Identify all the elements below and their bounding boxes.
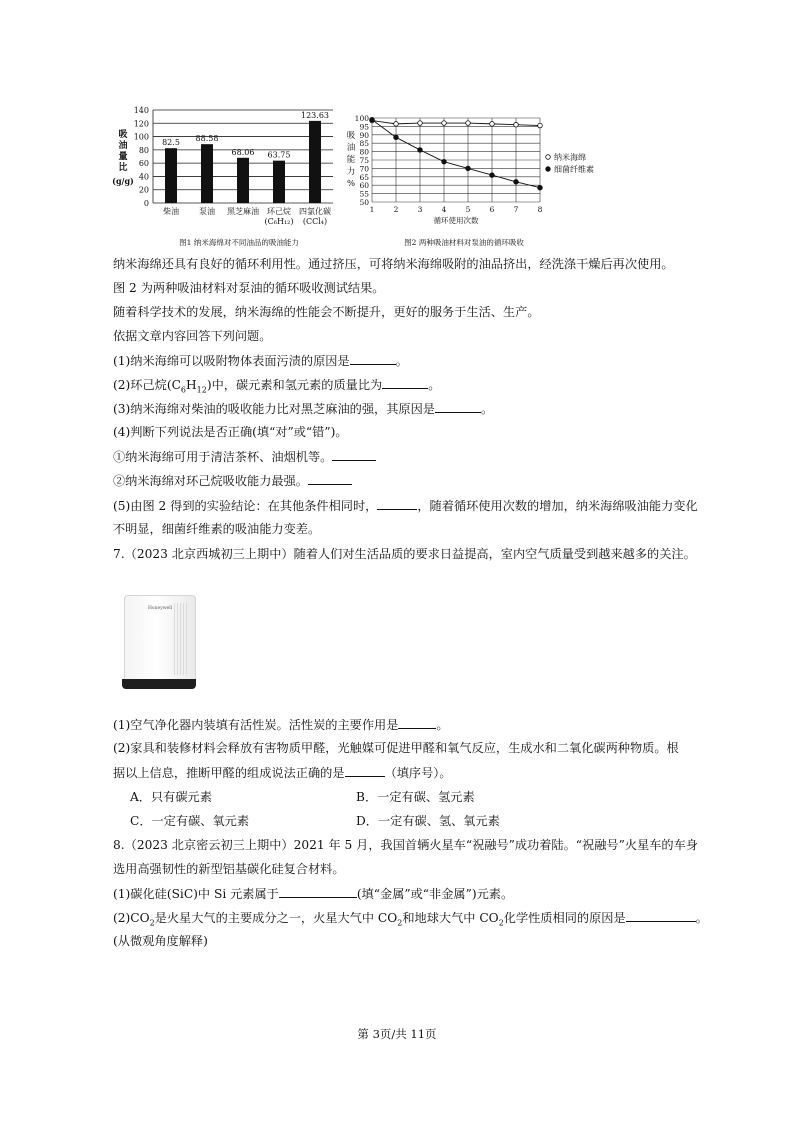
chart-title: 图1 纳米海绵对不同油品的吸油能力 — [179, 238, 299, 247]
question-6-3: (3)纳米海绵对柴油的吸收能力比对黑芝麻油的强，其原因是 。 — [113, 402, 494, 416]
y-tick-label: 100 — [133, 132, 149, 142]
data-point — [418, 148, 423, 153]
x-tick-label: 8 — [537, 205, 543, 214]
bar — [237, 158, 249, 203]
x-tick-label: 泵油 — [199, 207, 215, 216]
x-tick-label: 4 — [441, 205, 447, 214]
question-8-stem-cont: 选用高强韧性的新型铝基碳化硅复合材料。 — [113, 862, 345, 876]
series-line — [372, 120, 540, 188]
data-point — [514, 122, 519, 127]
question-6-4-1: ①纳米海绵可用于清洁茶杯、油烟机等。 — [113, 448, 376, 465]
answer-blank[interactable] — [377, 497, 417, 510]
y-axis-label: 吸 — [346, 131, 356, 141]
x-tick-label: 5 — [465, 205, 471, 214]
data-point — [538, 123, 543, 128]
x-tick-label: 环己烷 — [267, 207, 291, 216]
chart-title: 图2 两种吸油材料对泵油的循环吸收 — [404, 238, 524, 247]
y-tick-label: 80 — [359, 147, 369, 157]
paragraph-instruction: 依据文章内容回答下列问题。 — [113, 329, 272, 343]
paragraph-figure2: 图 2 为两种吸油材料对泵油的循环吸收测试结果。 — [113, 281, 385, 295]
air-purifier-image — [120, 595, 198, 691]
y-tick-label: 90 — [359, 130, 369, 140]
answer-blank[interactable] — [308, 472, 352, 485]
data-point — [466, 121, 471, 126]
data-point — [394, 122, 399, 127]
x-tick-label: 四氯化碳 — [299, 207, 331, 216]
y-tick-label: 60 — [359, 181, 369, 191]
x-tick-label: (C₆H₁₂) — [264, 217, 294, 226]
y-tick-label: 80 — [138, 145, 149, 155]
y-axis-label: % — [346, 179, 356, 189]
question-6-4: (4)判断下列说法是否正确(填“对”或“错”)。 — [113, 425, 348, 439]
data-point — [370, 117, 375, 122]
y-axis-unit: (g/g) — [112, 176, 134, 186]
y-axis-label: 吸 — [118, 130, 128, 140]
option-a[interactable]: A．只有碳元素 — [130, 790, 212, 804]
x-tick-label: 1 — [369, 205, 375, 214]
y-tick-label: 55 — [359, 189, 369, 199]
y-tick-label: 70 — [359, 164, 369, 174]
question-6-4-2: ②纳米海绵对环己烷吸收能力最强。 — [113, 472, 352, 489]
question-7-2: (2)家具和装修材料会释放有害物质甲醛，光触媒可促进甲醛和氧气反应，生成水和二氧化碳两种物质。根 — [113, 741, 679, 755]
x-tick-label: 黑芝麻油 — [227, 207, 259, 216]
option-b[interactable]: B．一定有碳、氢元素 — [356, 790, 475, 804]
question-6-5-cont: 不明显，细菌纤维素的吸油能力变差。 — [113, 522, 321, 536]
bar — [273, 161, 285, 203]
data-point — [490, 122, 495, 127]
y-tick-label: 95 — [359, 122, 369, 132]
x-tick-label: 3 — [417, 205, 423, 214]
y-axis-label: 能 — [346, 155, 356, 165]
answer-blank[interactable] — [350, 352, 396, 365]
paragraph-development: 随着科学技术的发展，纳米海绵的性能会不断提升，更好的服务于生活、生产。 — [113, 305, 540, 319]
option-d[interactable]: D．一定有碳、氢、氧元素 — [356, 814, 500, 828]
data-point — [466, 166, 471, 171]
data-point — [490, 173, 495, 178]
y-axis-label: 油 — [118, 141, 128, 151]
answer-blank[interactable] — [435, 400, 481, 413]
y-tick-label: 60 — [138, 159, 149, 169]
data-point — [442, 121, 447, 126]
bar-value-label: 68.06 — [231, 147, 255, 157]
bar — [165, 148, 177, 203]
x-tick-label: 7 — [513, 205, 519, 214]
bar-value-label: 63.75 — [267, 150, 291, 160]
question-7-stem: 7.（2023 北京西城初三上期中）随着人们对生活品质的要求日益提高，室内空气质量受到越来越多的关注。 — [113, 547, 696, 561]
bar-value-label: 88.58 — [195, 134, 219, 144]
answer-blank[interactable] — [398, 716, 436, 729]
data-point — [418, 121, 423, 126]
answer-blank[interactable] — [332, 448, 376, 461]
y-tick-label: 140 — [133, 106, 149, 115]
question-8-2: $(2)CO_2$是火星大气的主要成分之一，火星大气中 $CO_2$和地球大气中 $CO_2$化学性质相同的原因是 。 — [113, 911, 708, 928]
answer-blank[interactable] — [382, 376, 428, 389]
data-point — [442, 159, 447, 164]
y-axis-label: 比 — [118, 163, 128, 173]
y-axis-label: 油 — [346, 143, 356, 153]
y-tick-label: 65 — [359, 172, 369, 182]
data-point — [394, 135, 399, 140]
question-8-2-note: (从微观角度解释) — [113, 934, 208, 948]
option-c[interactable]: C．一定有碳、氧元素 — [130, 814, 250, 828]
legend-label: 纳米海绵 — [554, 153, 586, 162]
x-tick-label: 2 — [393, 205, 399, 214]
answer-blank[interactable] — [626, 909, 696, 922]
paragraph-recycling: 纳米海绵还具有良好的循环利用性。通过挤压，可将纳米海绵吸附的油品挤出，经洗涤干燥后再次使用。 — [113, 257, 674, 271]
brand-label: Honeywell — [148, 606, 173, 611]
line-chart-cycle-absorption — [340, 108, 630, 250]
question-6-5: (5)由图 2 得到的实验结论：在其他条件相同时， ，随着循环使用次数的增加，纳米海绵吸油能力变化 — [113, 499, 698, 513]
answer-blank[interactable] — [345, 764, 385, 777]
x-tick-label: 柴油 — [163, 207, 179, 216]
y-tick-label: 85 — [359, 139, 369, 149]
y-tick-label: 50 — [359, 198, 369, 207]
answer-blank[interactable] — [279, 885, 357, 898]
legend-marker — [546, 167, 551, 172]
question-6-1: (1)纳米海绵可以吸附物体表面污渍的原因是 。 — [113, 354, 408, 368]
y-tick-label: 0 — [143, 199, 149, 208]
bar — [309, 121, 321, 203]
x-tick-label: (CCl₄) — [302, 217, 328, 226]
question-7-1: (1)空气净化器内装填有活性炭。活性炭的主要作用是 。 — [113, 718, 449, 732]
bar-value-label: 82.5 — [162, 138, 180, 148]
bar-value-label: 123.63 — [301, 110, 329, 120]
question-8-1: (1)碳化硅(SiC)中 Si 元素属于 (填“金属”或“非金属”)元素。 — [113, 887, 514, 901]
y-axis-label: 力 — [346, 167, 356, 177]
data-point — [514, 180, 519, 185]
y-tick-label: 100 — [354, 114, 369, 123]
question-8-stem: 8.（2023 北京密云初三上期中）2021 年 5 月，我国首辆火星车“祝融号”成功着陆。“祝融号”火星车的车身 — [113, 838, 698, 852]
y-axis-label: 量 — [118, 152, 128, 162]
y-tick-label: 120 — [133, 119, 149, 129]
y-tick-label: 75 — [359, 156, 369, 165]
data-point — [538, 185, 543, 190]
x-tick-label: 6 — [489, 205, 495, 214]
x-axis-label: 循环使用次数 — [433, 216, 479, 225]
legend-marker — [546, 155, 551, 160]
y-tick-label: 20 — [138, 185, 149, 195]
question-7-2-cont: 据以上信息，推断甲醛的组成说法正确的是 （填序号）。 — [113, 766, 452, 780]
page-footer: 第 3页/共 11页 — [357, 1027, 437, 1041]
y-tick-label: 40 — [138, 172, 149, 182]
legend-label: 细菌纤维素 — [554, 165, 594, 174]
question-6-2: (2)环己烷$(C_6H_{12})$中，碳元素和氢元素的质量比为 。 — [113, 378, 441, 395]
bar-chart-oil-absorption — [108, 100, 348, 250]
bar — [201, 144, 213, 203]
